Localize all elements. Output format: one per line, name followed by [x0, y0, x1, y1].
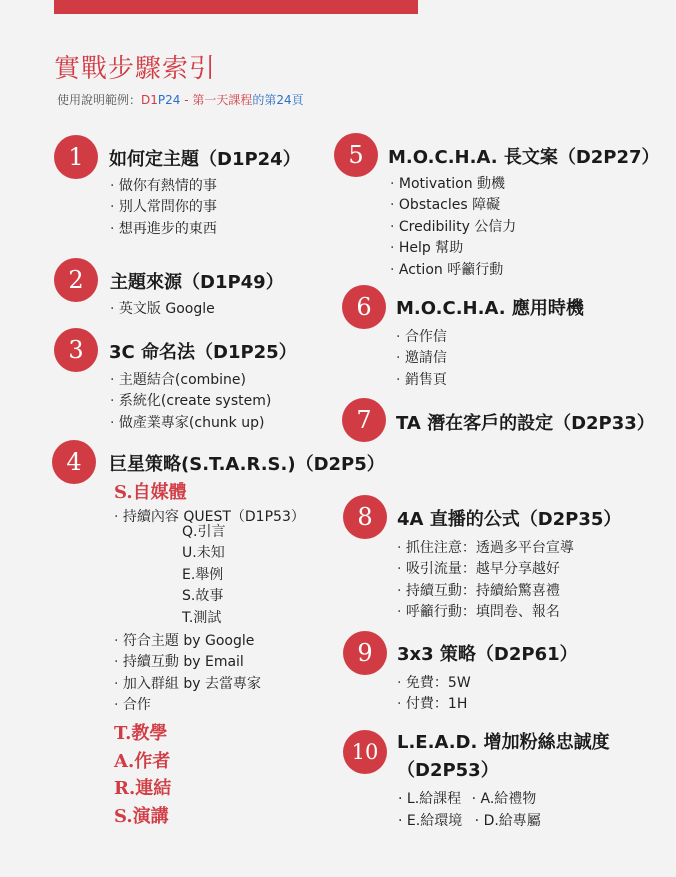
section-10-title: L.E.A.D. 增加粉絲忠誠度（D2P53）	[397, 732, 610, 781]
list-item: · 銷售頁	[396, 370, 447, 391]
red-item: T.教學	[114, 723, 168, 744]
lead-item: · A.給禮物	[471, 791, 537, 807]
list-item: · Help 幫助	[390, 238, 516, 259]
usage-dash: -	[180, 93, 193, 107]
list-item: · Credibility 公信力	[390, 217, 516, 238]
section-4-list	[114, 631, 261, 717]
list-item: · 抓住注意：透過多平台宣導	[397, 538, 574, 559]
quest-item: E.舉例	[182, 566, 224, 583]
section-7-badge: 7	[342, 398, 386, 442]
section-2-title: 主題來源（D1P49）	[110, 272, 284, 293]
top-accent-bar	[54, 0, 418, 14]
usage-day-text: 第一天課程	[192, 93, 253, 107]
list-item: · 系統化(create system)	[110, 391, 271, 412]
list-item: · Action 呼籲行動	[390, 260, 516, 281]
section-8-list	[397, 538, 574, 624]
section-6-title: M.O.C.H.A. 應用時機	[396, 298, 584, 319]
section-4-quest-items	[182, 522, 225, 629]
section-6-badge: 6	[342, 285, 386, 329]
list-item: · 做產業專家(chunk up)	[110, 413, 271, 434]
list-item: · 合作	[114, 695, 261, 716]
section-5-badge: 5	[334, 133, 378, 177]
section-2-list	[110, 299, 215, 320]
section-1-list	[110, 176, 217, 240]
lead-item: · E.給環境	[398, 813, 463, 829]
section-6-list	[396, 327, 447, 391]
section-1-title: 如何定主題（D1P24）	[109, 149, 301, 170]
section-4-badge: 4	[52, 440, 96, 484]
section-1-badge: 1	[54, 135, 98, 179]
section-7-title: TA 潛在客戶的設定（D2P33）	[396, 413, 655, 434]
quest-item: Q.引言	[182, 524, 226, 540]
list-item: · 邀請信	[396, 348, 447, 369]
lead-item: · L.給課程	[398, 791, 462, 807]
section-5-title: M.O.C.H.A. 長文案（D2P27）	[388, 147, 660, 168]
section-10-row-1	[398, 788, 536, 808]
section-3-badge: 3	[54, 328, 98, 372]
quest-item: T.測試	[182, 609, 222, 626]
section-3-title: 3C 命名法（D1P25）	[109, 342, 297, 363]
usage-page-code: P24	[157, 93, 181, 107]
lead-item: · D.給專屬	[474, 813, 541, 829]
usage-day-code: D1	[141, 93, 158, 107]
section-4-title: 巨星策略(S.T.A.R.S.)（D2P5）	[109, 454, 385, 475]
list-item: · Motivation 動機	[390, 174, 516, 195]
usage-page-text: 第24頁	[264, 93, 304, 107]
list-item: · 想再進步的東西	[110, 219, 217, 240]
section-4-s-heading: S.自媒體	[114, 482, 187, 503]
list-item: · 英文版 Google	[110, 299, 215, 320]
list-item: · 符合主題 by Google	[114, 631, 261, 652]
section-9-badge: 9	[343, 631, 387, 675]
usage-note	[57, 91, 304, 108]
red-item: S.演講	[114, 805, 169, 827]
list-item: · 加入群組 by 去當專家	[114, 674, 261, 695]
red-item: A.作者	[114, 750, 171, 772]
list-item: · 吸引流量：越早分享越好	[397, 559, 574, 580]
list-item: · 主題結合(combine)	[110, 370, 271, 391]
section-2-badge: 2	[54, 258, 98, 302]
section-3-list	[110, 370, 271, 434]
section-10-badge: 10	[343, 730, 387, 774]
section-4-red-list	[114, 720, 171, 830]
section-8-title: 4A 直播的公式（D2P35）	[397, 509, 622, 530]
section-9-title: 3x3 策略（D2P61）	[397, 644, 578, 665]
quest-item: U.未知	[182, 545, 225, 562]
list-item: · Obstacles 障礙	[390, 195, 516, 216]
usage-prefix: 使用說明範例：	[57, 93, 142, 107]
quest-item: S.故事	[182, 588, 224, 605]
list-item: · 呼籲行動：填問卷、報名	[397, 602, 574, 623]
red-item: R.連結	[114, 778, 172, 799]
list-item: · 持續內容 QUEST（D1P53）	[114, 507, 305, 528]
section-8-badge: 8	[343, 495, 387, 539]
page-title: 實戰步驟索引	[54, 54, 217, 84]
list-item: · 持續互動：持續給驚喜禮	[397, 581, 574, 602]
usage-mid: 的	[252, 93, 265, 107]
section-5-list	[390, 174, 516, 281]
list-item: · 做你有熱情的事	[110, 176, 217, 197]
list-item: · 別人常問你的事	[110, 197, 217, 218]
section-9-list	[397, 673, 471, 716]
list-item: · 免費：5W	[397, 673, 471, 694]
section-10-row-2	[398, 810, 541, 830]
list-item: · 合作信	[396, 327, 447, 348]
list-item: · 付費：1H	[397, 694, 471, 715]
list-item: · 持續互動 by Email	[114, 652, 261, 673]
